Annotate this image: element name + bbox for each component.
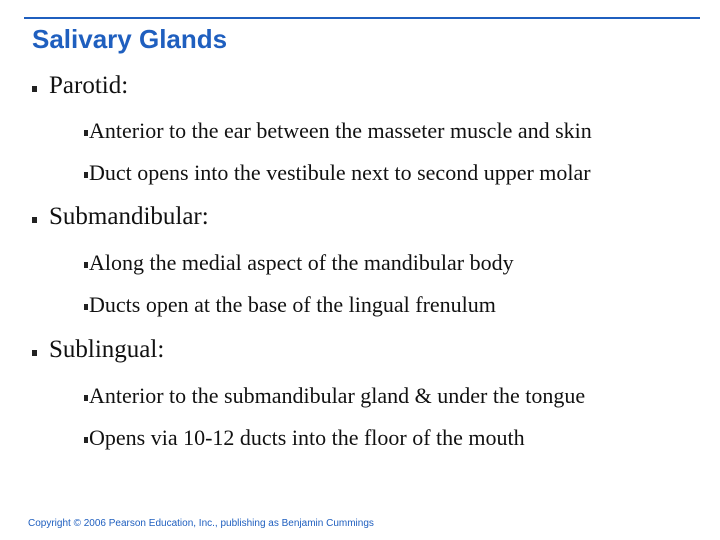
section-heading-text: Sublingual: (49, 336, 165, 363)
square-bullet-icon (84, 172, 88, 178)
slide-title: Salivary Glands (32, 24, 228, 54)
square-bullet-icon (32, 86, 37, 92)
square-bullet-icon (84, 395, 88, 401)
title-rule (24, 17, 700, 19)
list-item-text: Duct opens into the vestibule next to second upper molar (89, 160, 591, 185)
copyright-footer: Copyright © 2006 Pearson Education, Inc., publishing as Benjamin Cummings (28, 518, 374, 529)
list-item-text: Opens via 10-12 ducts into the floor of the mouth (89, 425, 525, 450)
list-item-text: Along the medial aspect of the mandibular body (89, 250, 514, 275)
square-bullet-icon (84, 304, 88, 310)
section-heading-text: Parotid: (49, 72, 129, 99)
list-item-text: Anterior to the ear between the masseter muscle and skin (89, 118, 592, 143)
list-item-text: Ducts open at the base of the lingual frenulum (89, 292, 496, 317)
square-bullet-icon (32, 350, 37, 356)
square-bullet-icon (84, 130, 88, 136)
square-bullet-icon (32, 217, 37, 223)
list-item-text: Anterior to the submandibular gland & under the tongue (89, 383, 586, 408)
square-bullet-icon (84, 262, 88, 268)
section-heading-text: Submandibular: (49, 203, 209, 230)
square-bullet-icon (84, 437, 88, 443)
